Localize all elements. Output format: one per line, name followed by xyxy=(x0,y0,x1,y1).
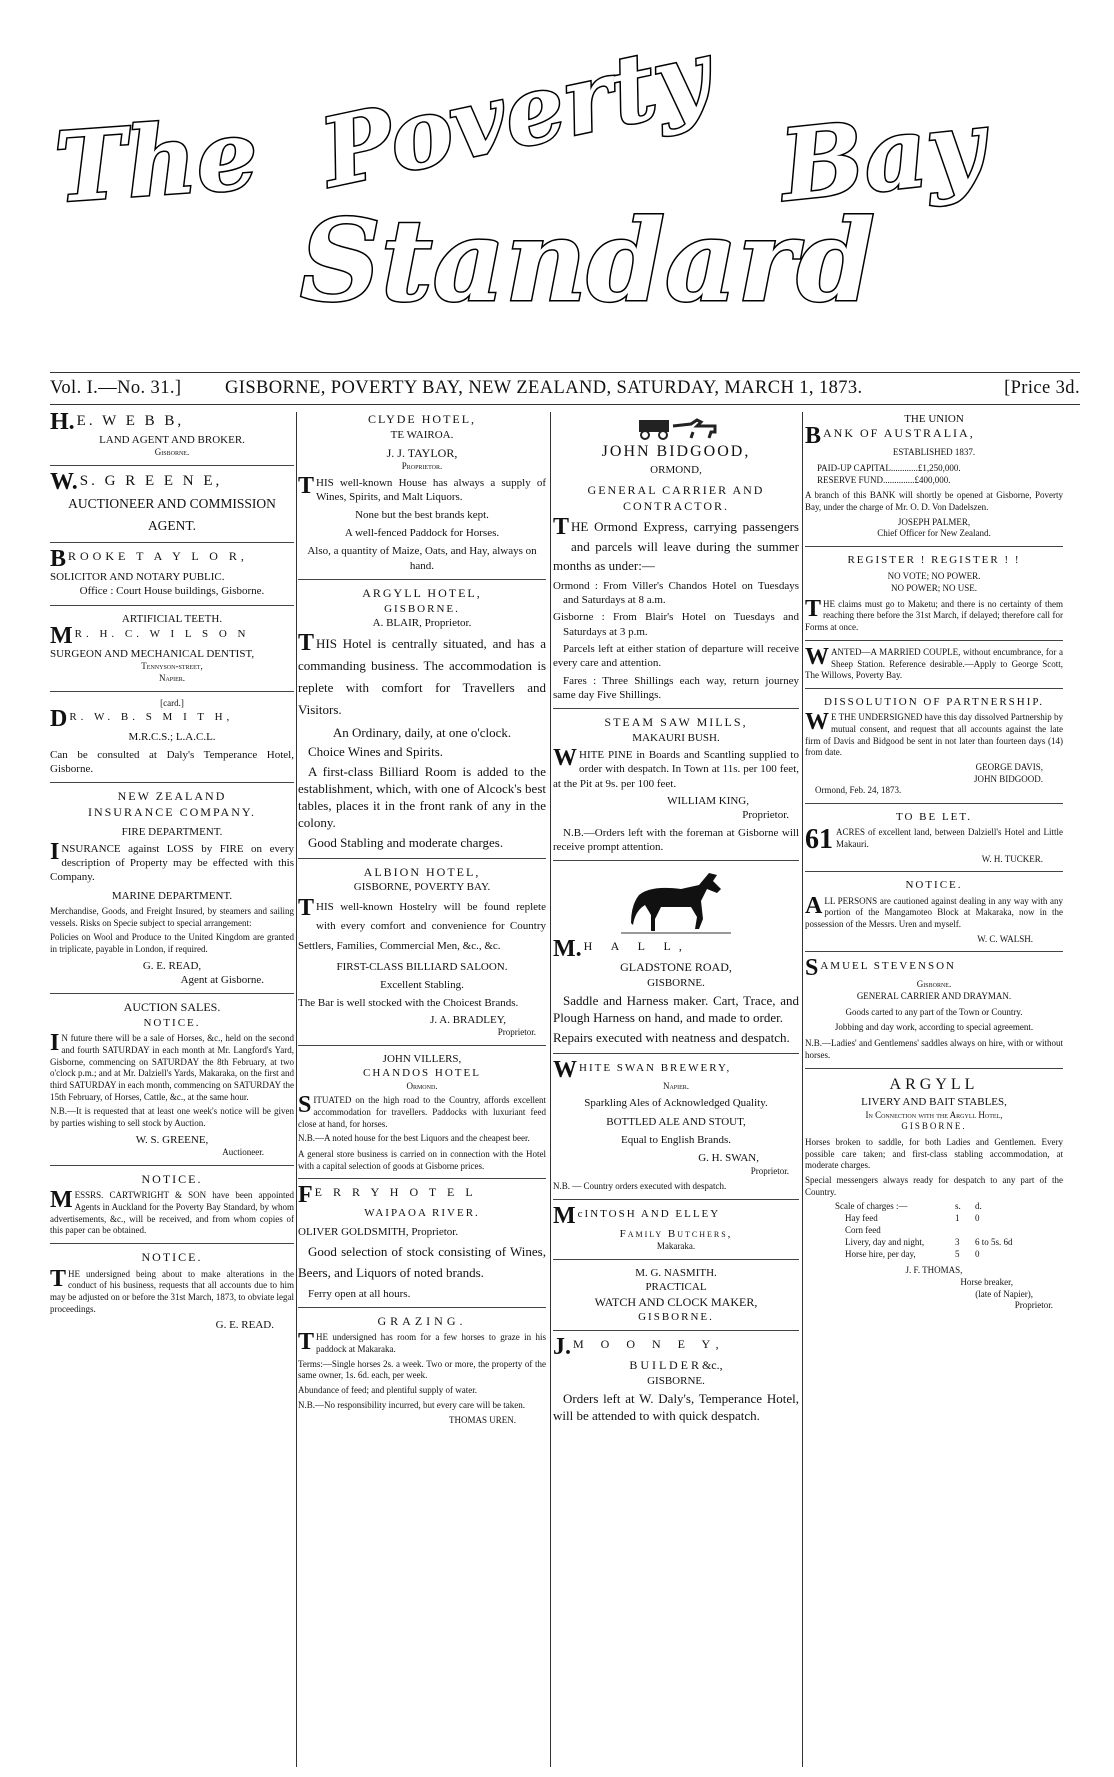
charge-pence: 0 xyxy=(975,1213,980,1224)
charge-item: Horse hire, per day, xyxy=(845,1249,916,1260)
ad-heading-2: CONTRACTOR. xyxy=(622,498,730,513)
signature-role: Proprietor. xyxy=(750,1165,789,1176)
ad-name: M O O N E Y, xyxy=(573,1337,726,1352)
signature: J. F. THOMAS, xyxy=(905,1265,963,1276)
drop-cap: T xyxy=(298,630,315,657)
ad-heading: ARTIFICIAL TEETH. xyxy=(121,612,223,625)
ad-text: HE Ormond Express, carrying passengers and parcels will leave during the summer months as under:— xyxy=(553,519,799,574)
publication-place-date: GISBORNE, POVERTY BAY, NEW ZEALAND, SATURDAY, MARCH 1, 1873. xyxy=(225,378,863,398)
ad-gisborne-schedule: Gisborne : From Blair's Hotel on Tuesdays and Saturdays at 3 p.m. xyxy=(553,611,799,638)
ad-mooney xyxy=(553,1334,799,1425)
ad-role: SOLICITOR AND NOTARY PUBLIC. xyxy=(50,571,225,584)
column-rule-2 xyxy=(550,412,551,1767)
ad-heading: ANK OF AUSTRALIA, xyxy=(823,426,975,441)
masthead-the: The xyxy=(51,97,262,225)
signature: W. S. GREENE, xyxy=(135,1133,209,1146)
ad-text: A branch of this BANK will shortly be opened at Gisborne, Poverty Bay, under the charge of Mr. O. D. Von Dadelszen. xyxy=(805,490,1063,513)
ad-greene xyxy=(50,468,294,536)
drop-cap: M xyxy=(50,1187,73,1214)
ad-line: Choice Wines and Spirits. xyxy=(308,744,444,760)
ad-text: HIS Hotel is centrally situated, and has a commanding business. The accommodation is replete with comfort for Travellers and Visitors. xyxy=(298,636,546,718)
ad-nb: N.B.—Orders left with the foreman at Gisborne will receive prompt attention. xyxy=(553,826,799,853)
signature-role-2: Proprietor. xyxy=(1014,1300,1053,1311)
ad-line: Parcels left at either station of departure will receive every care and attention. xyxy=(553,642,799,670)
drop-cap: T xyxy=(298,1329,315,1356)
ad-heading: cINTOSH AND ELLEY xyxy=(577,1207,721,1220)
ad-heading-2: LIVERY AND BAIT STABLES, xyxy=(861,1096,1007,1109)
fire-department: FIRE DEPARTMENT. xyxy=(121,825,223,838)
ad-line: An Ordinary, daily, at one o'clock. xyxy=(332,724,512,740)
notice-heading: NOTICE. xyxy=(141,1250,203,1265)
ad-saw-mills xyxy=(553,715,799,854)
divider xyxy=(805,871,1063,872)
ad-text: NSURANCE against LOSS by FIRE on every description of Property may be effected with this Company. xyxy=(50,842,294,884)
ad-heading: DISSOLUTION OF PARTNERSHIP. xyxy=(823,695,1045,708)
carriage-woodcut-icon xyxy=(631,414,721,440)
ad-taylor xyxy=(50,546,294,599)
ad-line: NO VOTE; NO POWER. xyxy=(887,571,981,582)
ad-heading-2: INSURANCE COMPANY. xyxy=(87,804,257,819)
notice-heading: NOTICE. xyxy=(141,1171,203,1186)
drop-cap: W xyxy=(553,745,577,772)
ad-subheading: TE WAIROA. xyxy=(390,428,454,441)
divider xyxy=(298,579,546,580)
ad-name: M. G. NASMITH. xyxy=(635,1266,717,1279)
signature-role: Proprietor. xyxy=(497,1027,536,1038)
drop-cap: T xyxy=(50,1265,67,1292)
ad-heading: STEAM SAW MILLS, xyxy=(604,715,748,730)
ad-role: SURGEON AND MECHANICAL DENTIST, xyxy=(50,648,255,661)
column-4 xyxy=(805,412,1063,1772)
charge-item: Hay feed xyxy=(845,1213,878,1224)
ad-address: GLADSTONE ROAD, xyxy=(620,960,732,975)
ad-text: HIS well-known House has always a supply of Wines, Spirits, and Malt Liquors. xyxy=(316,477,546,504)
ad-chandos-hotel xyxy=(298,1052,546,1172)
ad-union-bank xyxy=(805,412,1063,540)
signature: WILLIAM KING, xyxy=(667,794,749,807)
ad-heading: CHANDOS HOTEL xyxy=(363,1067,481,1080)
ad-text: Good selection of stock consisting of Wines, Beers, and Liquors of noted brands. xyxy=(298,1243,546,1280)
divider xyxy=(298,1307,546,1308)
ad-card: [card.] xyxy=(160,697,184,708)
policies-text: Policies on Wool and Produce to the United Kingdom are granted in triplicate, payable in London, if required. xyxy=(50,932,294,955)
drop-cap: S xyxy=(298,1092,312,1119)
ad-line: Sparkling Ales of Acknowledged Quality. xyxy=(584,1097,768,1110)
ad-nb: N.B.—No responsibility incurred, but every care will be taken. xyxy=(298,1399,525,1410)
signature-role: Chief Officer for New Zealand. xyxy=(877,528,991,539)
ad-street: Tennyson-street, xyxy=(141,661,203,672)
ad-argyll-livery xyxy=(805,1075,1063,1312)
ad-hall xyxy=(553,936,799,1047)
ad-text: Can be consulted at Daly's Temperance Hotel, Gisborne. xyxy=(50,748,294,776)
drop-cap: A xyxy=(805,892,823,919)
ad-heading: TO BE LET. xyxy=(895,811,973,824)
ad-line: Equal to English Brands. xyxy=(621,1133,731,1146)
ad-heading: ARGYLL xyxy=(889,1075,979,1093)
divider xyxy=(50,465,294,466)
drop-cap: T xyxy=(298,473,315,500)
signature: G. H. SWAN, xyxy=(698,1152,759,1165)
ad-text: HIS well-known Hostelry will be found replete with every comfort and convenience for Country Settlers, Families, Commercial Men, &c., &c. xyxy=(298,900,546,953)
ad-role: LAND AGENT AND BROKER. xyxy=(99,434,245,446)
ad-notice-walsh xyxy=(805,878,1063,945)
signature: GEORGE DAVIS, xyxy=(975,761,1043,772)
charge-pence: 6 to 5s. 6d xyxy=(975,1237,1013,1248)
shillings-header: s. xyxy=(955,1201,961,1212)
ad-heading: NEW ZEALAND xyxy=(117,789,227,804)
ad-town: GISBORNE. xyxy=(638,1311,714,1324)
ad-text: HE undersigned being about to make alterations in the conduct of his business, requests that all accounts due to him may be adjusted on or before the 31st March, 1873, to obviate legal proceedings. xyxy=(50,1268,294,1314)
drop-cap: M xyxy=(50,623,73,650)
ad-ormond-schedule: Ormond : From Viller's Chandos Hotel on Tuesdays and Saturdays at 8 a.m. xyxy=(553,579,799,607)
ad-line: None but the best brands kept. xyxy=(355,508,489,521)
divider xyxy=(50,993,294,994)
signature-role: Horse breaker, xyxy=(960,1276,1013,1287)
charges-header xyxy=(805,1201,1063,1213)
ad-subheading: Napier. xyxy=(662,1080,690,1091)
ad-line: A well-fenced Paddock for Horses. xyxy=(344,527,500,540)
ad-line: NO POWER; NO USE. xyxy=(890,583,977,594)
ad-line: Abundance of feed; and plentiful supply of water. xyxy=(298,1385,477,1396)
ad-trade: WATCH AND CLOCK MAKER, xyxy=(594,1294,758,1309)
ad-nz-insurance xyxy=(50,789,294,987)
ad-town: Makaraka. xyxy=(656,1241,696,1252)
signature-role: Proprietor. xyxy=(742,809,789,822)
ad-text: ITUATED on the high road to the Country, affords excellent accommodation for travellers. Paddocks with luxuriant feed close at hand, for horses. xyxy=(298,1095,546,1129)
divider xyxy=(50,1165,294,1166)
charge-shillings: 1 xyxy=(955,1213,960,1224)
reserve-fund: RESERVE FUND..............£400,000. xyxy=(817,474,951,485)
ad-heading: ARGYLL HOTEL, xyxy=(362,585,482,600)
ad-ferry-hotel xyxy=(298,1182,546,1300)
signature: W. H. TUCKER. xyxy=(981,853,1043,864)
ad-town: GISBORNE. xyxy=(647,976,705,989)
drop-cap: D xyxy=(50,706,68,733)
charge-item: Corn feed xyxy=(845,1225,881,1236)
ad-mcintosh xyxy=(553,1202,799,1253)
ad-text: LL PERSONS are cautioned against dealing in any way with any portion of the Mangamoteo Block at Makaraka, now in the possession of the Messrs. Uren and myself. xyxy=(805,895,1063,930)
drop-cap: S xyxy=(805,955,819,982)
ad-line: Jobbing and day work, according to special agreement. xyxy=(834,1022,1034,1033)
column-3 xyxy=(553,412,799,1772)
signature: JOSEPH PALMER, xyxy=(897,516,971,527)
ad-bidgood xyxy=(553,442,799,702)
divider xyxy=(805,1068,1063,1069)
column-rule-3 xyxy=(802,412,803,1767)
drop-cap: W xyxy=(805,709,829,736)
ad-role: GENERAL CARRIER AND DRAYMAN. xyxy=(856,991,1012,1002)
charges-heading: Scale of charges :— xyxy=(835,1201,908,1212)
ad-heading: E R R Y H O T E L xyxy=(314,1185,477,1200)
ad-owner: OLIVER GOLDSMITH, Proprietor. xyxy=(298,1225,459,1238)
ad-text: Horses broken to saddle, for both Ladies and Gentlemen. Every possible care taken; and first-class stabling accommodation, at moderate charges. xyxy=(805,1137,1063,1171)
ad-nb: N.B. — Country orders executed with despatch. xyxy=(553,1181,727,1192)
drop-cap: T xyxy=(298,894,315,921)
ad-heading: GRAZING. xyxy=(377,1313,467,1328)
divider xyxy=(805,951,1063,952)
ad-heading-small: THE UNION xyxy=(904,413,964,425)
ad-subheading: GISBORNE. xyxy=(384,602,460,615)
signature: W. C. WALSH. xyxy=(977,933,1033,944)
ad-line: Good Stabling and moderate charges. xyxy=(308,834,504,850)
signature-role: Auctioneer. xyxy=(222,1147,264,1158)
divider xyxy=(298,1178,546,1179)
charges-row xyxy=(805,1249,1063,1261)
ad-text: Saddle and Harness maker. Cart, Trace, and Plough Harness on hand, and made to order. xyxy=(553,993,799,1025)
ad-argyll-hotel xyxy=(298,586,546,852)
charges-row xyxy=(805,1213,1063,1225)
drop-cap: B xyxy=(805,423,822,450)
drop-cap: M xyxy=(553,1202,576,1229)
masthead-poverty: Poverty xyxy=(312,19,720,210)
signature: G. E. READ. xyxy=(215,1319,274,1332)
ad-town: Napier. xyxy=(158,673,186,684)
ad-wilson xyxy=(50,612,294,685)
ad-line: The Bar is well stocked with the Choicest Brands. xyxy=(298,996,519,1009)
dateline-bottom-rule xyxy=(50,404,1080,405)
charge-item: Livery, day and night, xyxy=(845,1237,925,1248)
ad-town: Gisborne. xyxy=(916,979,952,990)
ad-date: Ormond, Feb. 24, 1873. xyxy=(815,785,902,796)
masthead-standard: Standard xyxy=(300,196,875,327)
ad-text: ANTED—A MARRIED COUPLE, without encumbrance, for a Sheep Station. Reference desirable.—Apply to George Scott, The Willows, Poverty Bay. xyxy=(805,646,1063,681)
signature: G. E. READ, xyxy=(142,959,202,972)
ad-line: Also, a quantity of Maize, Oats, and Hay, always on hand. xyxy=(307,545,537,572)
column-1 xyxy=(50,412,294,1772)
marine-text: Merchandise, Goods, and Freight Insured, by steamers and sailing vessels. Risks on Specie subject to special arrangement: xyxy=(50,905,294,928)
dateline xyxy=(50,378,1080,402)
signature-role: Agent at Gisborne. xyxy=(180,974,264,987)
ad-heading: CLYDE HOTEL, xyxy=(367,412,477,426)
charges-table xyxy=(805,1213,1063,1261)
column-2 xyxy=(298,412,546,1772)
ad-text: ACRES of excellent land, between Dalziell's Hotel and Little Makauri. xyxy=(836,827,1063,849)
dateline-top-rule xyxy=(50,372,1080,373)
ad-nb: N.B.—It is requested that at least one week's notice will be given by parties wishing to sell stock by Auction. xyxy=(50,1106,294,1129)
divider xyxy=(553,708,799,709)
ad-text: E THE UNDERSIGNED have this day dissolved Partnership by mutual consent, and request that all accounts against the late firm of Davis and Bidgood be sent in not later than fourteen days (14) from date. xyxy=(805,712,1063,758)
ad-text: HITE PINE in Boards and Scantling supplied to order with despatch. In Town at 11s. per 100 feet, at the Pit at 9s. per 100 feet. xyxy=(553,749,799,790)
ad-subheading: MAKAURI BUSH. xyxy=(632,731,720,744)
ad-albion-hotel xyxy=(298,865,546,1039)
masthead-title xyxy=(0,0,1114,375)
signature-2: JOHN BIDGOOD. xyxy=(974,773,1043,784)
divider xyxy=(805,546,1063,547)
ad-fares: Fares : Three Shillings each way, return journey same day Five Shillings. xyxy=(553,674,799,701)
divider xyxy=(50,1243,294,1244)
ad-line: Repairs executed with neatness and despatch. xyxy=(553,1029,790,1045)
ad-dissolution xyxy=(805,695,1063,797)
divider xyxy=(805,640,1063,641)
divider xyxy=(50,691,294,692)
ad-role: Proprietor. xyxy=(401,461,443,472)
ad-line: PRACTICAL xyxy=(645,1281,707,1294)
charge-shillings: 3 xyxy=(955,1237,960,1248)
ad-grazing xyxy=(298,1314,546,1426)
ad-wanted xyxy=(805,643,1063,682)
charges-row xyxy=(805,1225,1063,1237)
acre-count: 61 xyxy=(805,824,833,856)
ad-webb xyxy=(50,412,294,459)
ad-subheading: WAIPAOA RIVER. xyxy=(364,1207,480,1220)
ad-line: A general store business is carried on in connection with the Hotel with a capital selection of goods at Gisborne prices. xyxy=(298,1148,546,1171)
divider xyxy=(553,1053,799,1054)
ad-connection: In Connection with the Argyll Hotel, xyxy=(865,1109,1003,1120)
ad-office: Office : Court House buildings, Gisborne. xyxy=(79,585,265,598)
drop-cap: M. xyxy=(553,936,582,963)
drop-cap: B xyxy=(50,546,67,573)
drop-cap: T xyxy=(553,514,570,541)
ad-name: S. G R E E N E, xyxy=(79,472,223,489)
signature: THOMAS UREN. xyxy=(448,1414,516,1425)
ad-town: GISBORNE. xyxy=(901,1121,967,1132)
drop-cap: I xyxy=(50,1030,60,1057)
drop-cap: J. xyxy=(553,1334,571,1361)
ad-town: GISBORNE. xyxy=(647,1375,705,1387)
divider xyxy=(298,858,546,859)
ad-subheading: Ormond. xyxy=(406,1080,438,1091)
ad-heading: ALBION HOTEL, xyxy=(363,864,481,879)
divider xyxy=(298,1045,546,1046)
ad-smith xyxy=(50,698,294,777)
divider xyxy=(50,605,294,606)
divider xyxy=(553,860,799,861)
ad-line: A first-class Billiard Room is added to the establishment, which, with one of Alcock's best tables, places it in the front rank of any in the colony. xyxy=(298,764,546,830)
ad-heading: NOTICE. xyxy=(905,879,963,892)
ad-name: E. W E B B, xyxy=(76,413,185,429)
drop-cap: T xyxy=(805,595,822,622)
drop-cap: W xyxy=(553,1056,577,1083)
signature-note: (late of Napier), xyxy=(975,1288,1033,1299)
ad-name: H A L L, xyxy=(583,939,690,954)
marine-department: MARINE DEPARTMENT. xyxy=(111,889,233,902)
ad-heading: AUCTION SALES. xyxy=(123,1000,221,1015)
divider xyxy=(805,688,1063,689)
ad-heading: GENERAL CARRIER AND xyxy=(587,483,765,498)
ad-line: FIRST-CLASS BILLIARD SALOON. xyxy=(336,961,508,974)
ad-name: ROOKE T A Y L O R, xyxy=(68,549,248,564)
ad-stevenson xyxy=(805,955,1063,1061)
ad-heading: HITE SWAN BREWERY, xyxy=(579,1061,732,1074)
notice-heading: NOTICE. xyxy=(143,1016,201,1029)
ad-clyde-hotel xyxy=(298,412,546,573)
divider xyxy=(805,803,1063,804)
ad-notice-cartwright xyxy=(50,1172,294,1237)
divider xyxy=(50,542,294,543)
ad-line: Ferry open at all hours. xyxy=(308,1287,411,1300)
drop-cap: W xyxy=(805,643,829,670)
ad-trade: B U I L D E R &c., xyxy=(629,1358,723,1373)
ad-white-swan xyxy=(553,1056,799,1193)
divider xyxy=(553,1259,799,1260)
ad-subheading: GISBORNE, POVERTY BAY. xyxy=(353,881,491,894)
charges-row xyxy=(805,1237,1063,1249)
divider xyxy=(553,1199,799,1200)
ad-line: Special messengers always ready for despatch to any part of the Country. xyxy=(805,1175,1063,1197)
ad-role: AUCTIONEER AND COMMISSION AGENT. xyxy=(68,495,276,533)
ad-name: R. H. C. W I L S O N xyxy=(74,628,250,641)
horse-woodcut-icon xyxy=(621,867,731,937)
charge-pence: 0 xyxy=(975,1249,980,1260)
ad-owner: J. J. TAYLOR, xyxy=(386,445,458,460)
ad-text: ESSRS. CARTWRIGHT & SON have been appointed Agents in Auckland for the Poverty Bay Standard, by whom advertisements, &c., will be received, and from whom copies of this paper can be obtained. xyxy=(50,1190,294,1236)
charge-shillings: 5 xyxy=(955,1249,960,1260)
ad-established: ESTABLISHED 1837. xyxy=(892,447,976,458)
ad-name: AMUEL STEVENSON xyxy=(820,960,956,973)
ad-place: ORMOND, xyxy=(650,463,702,476)
column-rule-1 xyxy=(296,412,297,1767)
divider xyxy=(553,1330,799,1331)
ad-place: Gisborne. xyxy=(154,447,190,458)
ad-line: Excellent Stabling. xyxy=(380,979,464,992)
ad-terms: Terms:—Single horses 2s. a week. Two or more, the property of the same owner, 1s. 6d. each, per week. xyxy=(298,1358,546,1381)
drop-cap: F xyxy=(298,1182,313,1209)
ad-notice-read xyxy=(50,1250,294,1333)
ad-owner: A. BLAIR, Proprietor. xyxy=(372,616,472,629)
drop-cap: I xyxy=(50,838,60,865)
ad-quals: M.R.C.S.; L.A.C.L. xyxy=(128,731,216,744)
masthead-bay: Bay xyxy=(775,88,990,225)
ad-text: Orders left at W. Daly's, Temperance Hotel, will be attended to with quick despatch. xyxy=(553,1391,799,1424)
ad-owner: JOHN VILLERS, xyxy=(382,1052,462,1065)
paid-up-capital: PAID-UP CAPITAL............£1,250,000. xyxy=(817,462,961,473)
divider xyxy=(50,782,294,783)
signature: J. A. BRADLEY, xyxy=(430,1013,506,1026)
drop-cap: H. xyxy=(50,412,75,435)
ad-register xyxy=(805,553,1063,634)
ad-auction xyxy=(50,1000,294,1158)
ad-text: HE claims must go to Maketu; and there is no certainty of them reaching there before the 31st March, if delayed; therefore call for Forms at once. xyxy=(805,598,1063,633)
ad-text: HE undersigned has room for a few horses to graze in his paddock at Makaraka. xyxy=(316,1332,546,1355)
drop-cap: W. xyxy=(50,468,78,495)
ad-subheading: Family Butchers, xyxy=(619,1227,733,1240)
ad-line: BOTTLED ALE AND STOUT, xyxy=(606,1115,746,1128)
ad-nb: N.B.—A noted house for the best Liquors and the cheapest beer. xyxy=(298,1133,530,1144)
ad-nb: N.B.—Ladies' and Gentlemens' saddles always on hire, with or without horses. xyxy=(805,1038,1063,1060)
pence-header: d. xyxy=(975,1201,982,1212)
ad-line: Goods carted to any part of the Town or Country. xyxy=(845,1006,1023,1017)
ad-name: JOHN BIDGOOD, xyxy=(601,443,751,460)
price: [Price 3d. xyxy=(1004,378,1080,398)
volume-number: Vol. I.—No. 31.] xyxy=(50,378,182,398)
ad-text: N future there will be a sale of Horses, &c., held on the second and fourth SATURDAY in each month at Mr. Langford's Yard, Gisborne, commencing on SATURDAY the 8th February, at two o'clock p.m.; and at Mr. Dalziell's Yards, Makaraka, on the first and third SATURDAY in each month, commencing on SATURDAY the 15th February, of Horses, Cattle, &c., at the same hour. xyxy=(50,1033,294,1102)
ad-name: R. W. B. S M I T H, xyxy=(69,711,234,724)
ad-nasmith xyxy=(553,1266,799,1324)
ad-heading: REGISTER ! REGISTER ! ! xyxy=(847,554,1021,567)
ad-to-let xyxy=(805,810,1063,865)
